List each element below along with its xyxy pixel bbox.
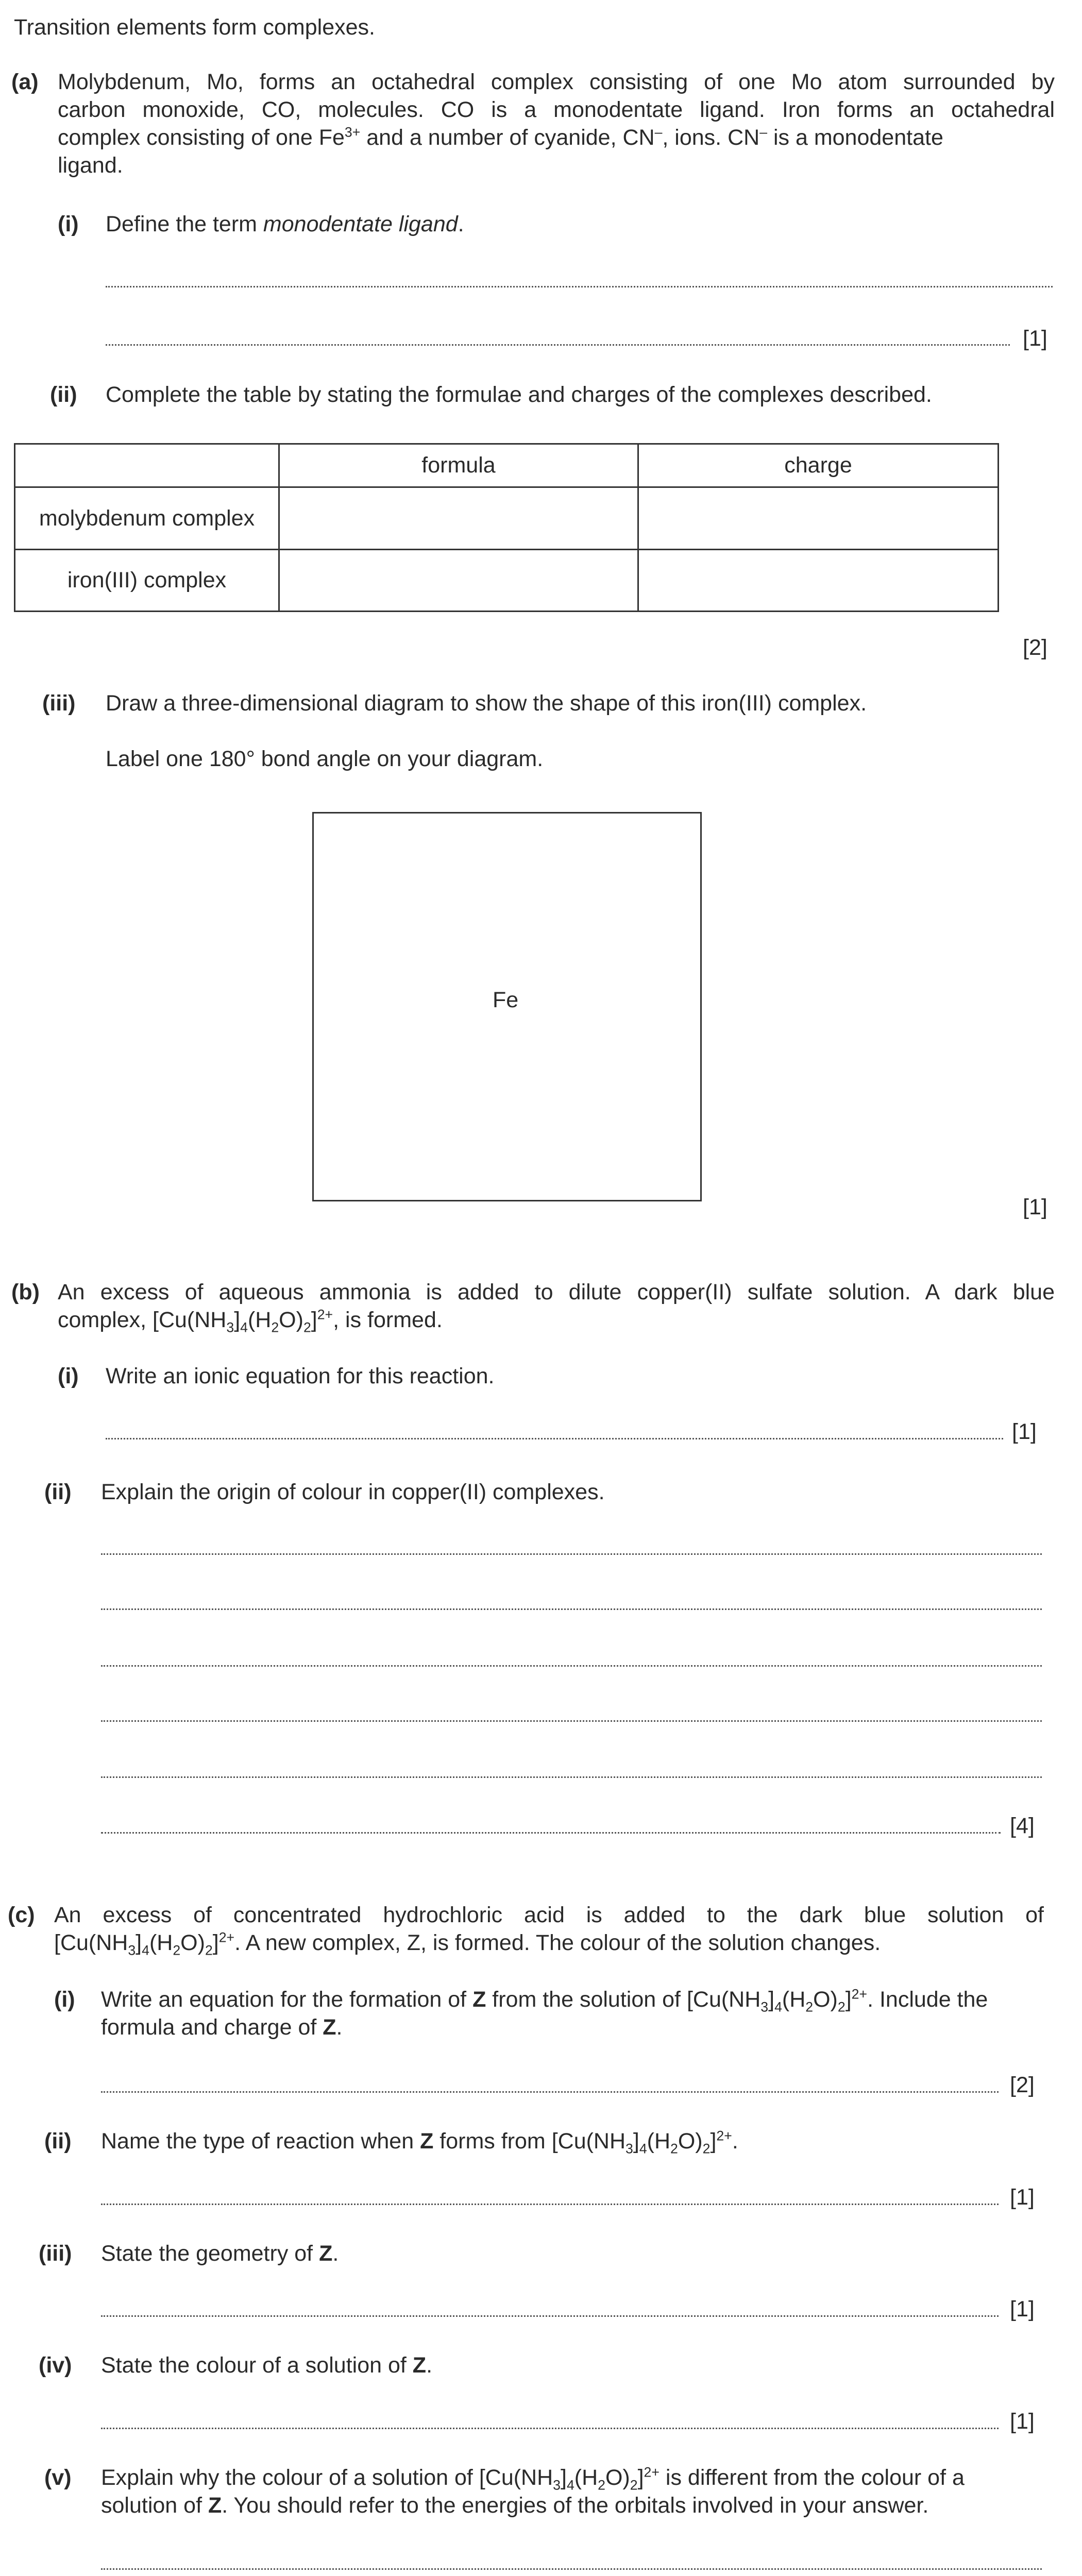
part-b-line-2: complex, $[Cu(NH_3]_4(H_2O)_2]^{2+}$, is formed. — [58, 1307, 443, 1335]
part-c-i-question-line-1: Write an equation for the formation of Z from the solution of $[Cu(NH_3]_4(H_2O)_2]^{2+}$. Include the — [101, 1986, 988, 2015]
table-row-label: molybdenum complex — [15, 487, 279, 550]
mark-label: [1] — [1023, 326, 1047, 351]
answer-line[interactable] — [101, 1608, 1042, 1610]
part-c-v-question-line-1: Explain why the colour of a solution of $[Cu(NH_3]_4(H_2O)_2]^{2+}$ is different from the colour of a — [101, 2464, 965, 2493]
table-row-label: iron(III) complex — [15, 550, 279, 612]
mark-label: [1] — [1010, 2409, 1035, 2434]
mark-label: [2] — [1010, 2073, 1035, 2097]
part-b-line-1: An excess of aqueous ammonia is added to dilute copper(II) sulfate solution. A dark blue — [58, 1280, 1055, 1304]
table-cell-formula[interactable] — [279, 487, 638, 550]
answer-line[interactable] — [101, 2091, 999, 2093]
part-b-i-question: Write an ionic equation for this reaction. — [106, 1364, 495, 1388]
part-b-label: (b) — [11, 1280, 40, 1304]
part-c-v-question-line-2: solution of Z. You should refer to the energies of the orbitals involved in your answer. — [101, 2493, 929, 2518]
part-a-line-2: carbon monoxide, CO, molecules. CO is a monodentate ligand. Iron forms an octahedral — [58, 97, 1055, 122]
mark-label: [2] — [1023, 635, 1047, 660]
answer-line[interactable] — [101, 2428, 999, 2429]
table-cell-formula[interactable] — [279, 550, 638, 612]
mark-label: [1] — [1010, 2185, 1035, 2210]
part-b-i-label: (i) — [58, 1364, 79, 1388]
part-a-line-4: ligand. — [58, 153, 123, 178]
part-a-ii-label: (ii) — [50, 382, 77, 407]
intro-text: Transition elements form complexes. — [14, 15, 375, 40]
table-cell-charge[interactable] — [638, 487, 999, 550]
part-c-i-question-line-2: formula and charge of Z. — [101, 2015, 343, 2040]
table-cell-charge[interactable] — [638, 550, 999, 612]
answer-line[interactable] — [101, 1665, 1042, 1667]
part-c-v-label: (v) — [44, 2465, 72, 2490]
fe-label: Fe — [493, 988, 519, 1012]
part-a-iii-instruction: Label one 180° bond angle on your diagram. — [106, 747, 544, 771]
complex-table — [14, 443, 999, 612]
part-a-label: (a) — [11, 70, 39, 94]
part-a-i-question: Define the term monodentate ligand. — [106, 212, 464, 236]
mark-label: [4] — [1010, 1814, 1035, 1838]
answer-line[interactable] — [101, 1720, 1042, 1722]
answer-line[interactable] — [101, 1553, 1042, 1555]
table-header-formula: formula — [279, 444, 638, 487]
part-a-ii-question: Complete the table by stating the formulae and charges of the complexes described. — [106, 382, 932, 407]
answer-line[interactable] — [101, 1832, 1001, 1834]
answer-line[interactable] — [101, 2204, 999, 2205]
part-c-line-1: An excess of concentrated hydrochloric acid is added to the dark blue solution of — [54, 1903, 1044, 1927]
table-header-charge: charge — [638, 444, 999, 487]
part-c-iv-label: (iv) — [39, 2353, 72, 2378]
answer-line[interactable] — [101, 2315, 999, 2317]
part-c-ii-question: Name the type of reaction when Z forms from $[Cu(NH_3]_4(H_2O)_2]^{2+}$. — [101, 2128, 738, 2157]
part-a-iii-label: (iii) — [42, 691, 76, 716]
mark-label: [1] — [1010, 2297, 1035, 2321]
answer-line[interactable] — [106, 1438, 1003, 1439]
part-c-iv-question: State the colour of a solution of Z. — [101, 2353, 433, 2378]
answer-line[interactable] — [101, 2568, 1042, 2570]
part-c-i-label: (i) — [54, 1987, 75, 2012]
mark-label: [1] — [1012, 1419, 1037, 1444]
part-c-line-2: $[Cu(NH_3]_4(H_2O)_2]^{2+}$. A new complex, Z, is formed. The colour of the solution changes. — [54, 1929, 881, 1958]
part-c-iii-question: State the geometry of Z. — [101, 2241, 339, 2266]
answer-line[interactable] — [106, 344, 1010, 346]
part-b-ii-question: Explain the origin of colour in copper(II) complexes. — [101, 1480, 605, 1504]
part-b-ii-label: (ii) — [44, 1480, 72, 1504]
part-a-line-3: complex consisting of one $Fe^{3+}$ and a number of cyanide, CN–, ions. CN– is a monodentate — [58, 124, 943, 150]
answer-line[interactable] — [106, 286, 1053, 287]
mark-label: [1] — [1023, 1195, 1047, 1219]
part-c-label: (c) — [8, 1903, 35, 1927]
part-c-ii-label: (ii) — [44, 2129, 72, 2154]
part-a-line-1: Molybdenum, Mo, forms an octahedral complex consisting of one Mo atom surrounded by — [58, 70, 1055, 94]
answer-line[interactable] — [101, 1776, 1042, 1778]
part-a-i-label: (i) — [58, 212, 79, 236]
part-c-iii-label: (iii) — [39, 2241, 72, 2266]
part-a-iii-question: Draw a three-dimensional diagram to show the shape of this iron(III) complex. — [106, 691, 867, 716]
table-header-blank — [15, 444, 279, 487]
